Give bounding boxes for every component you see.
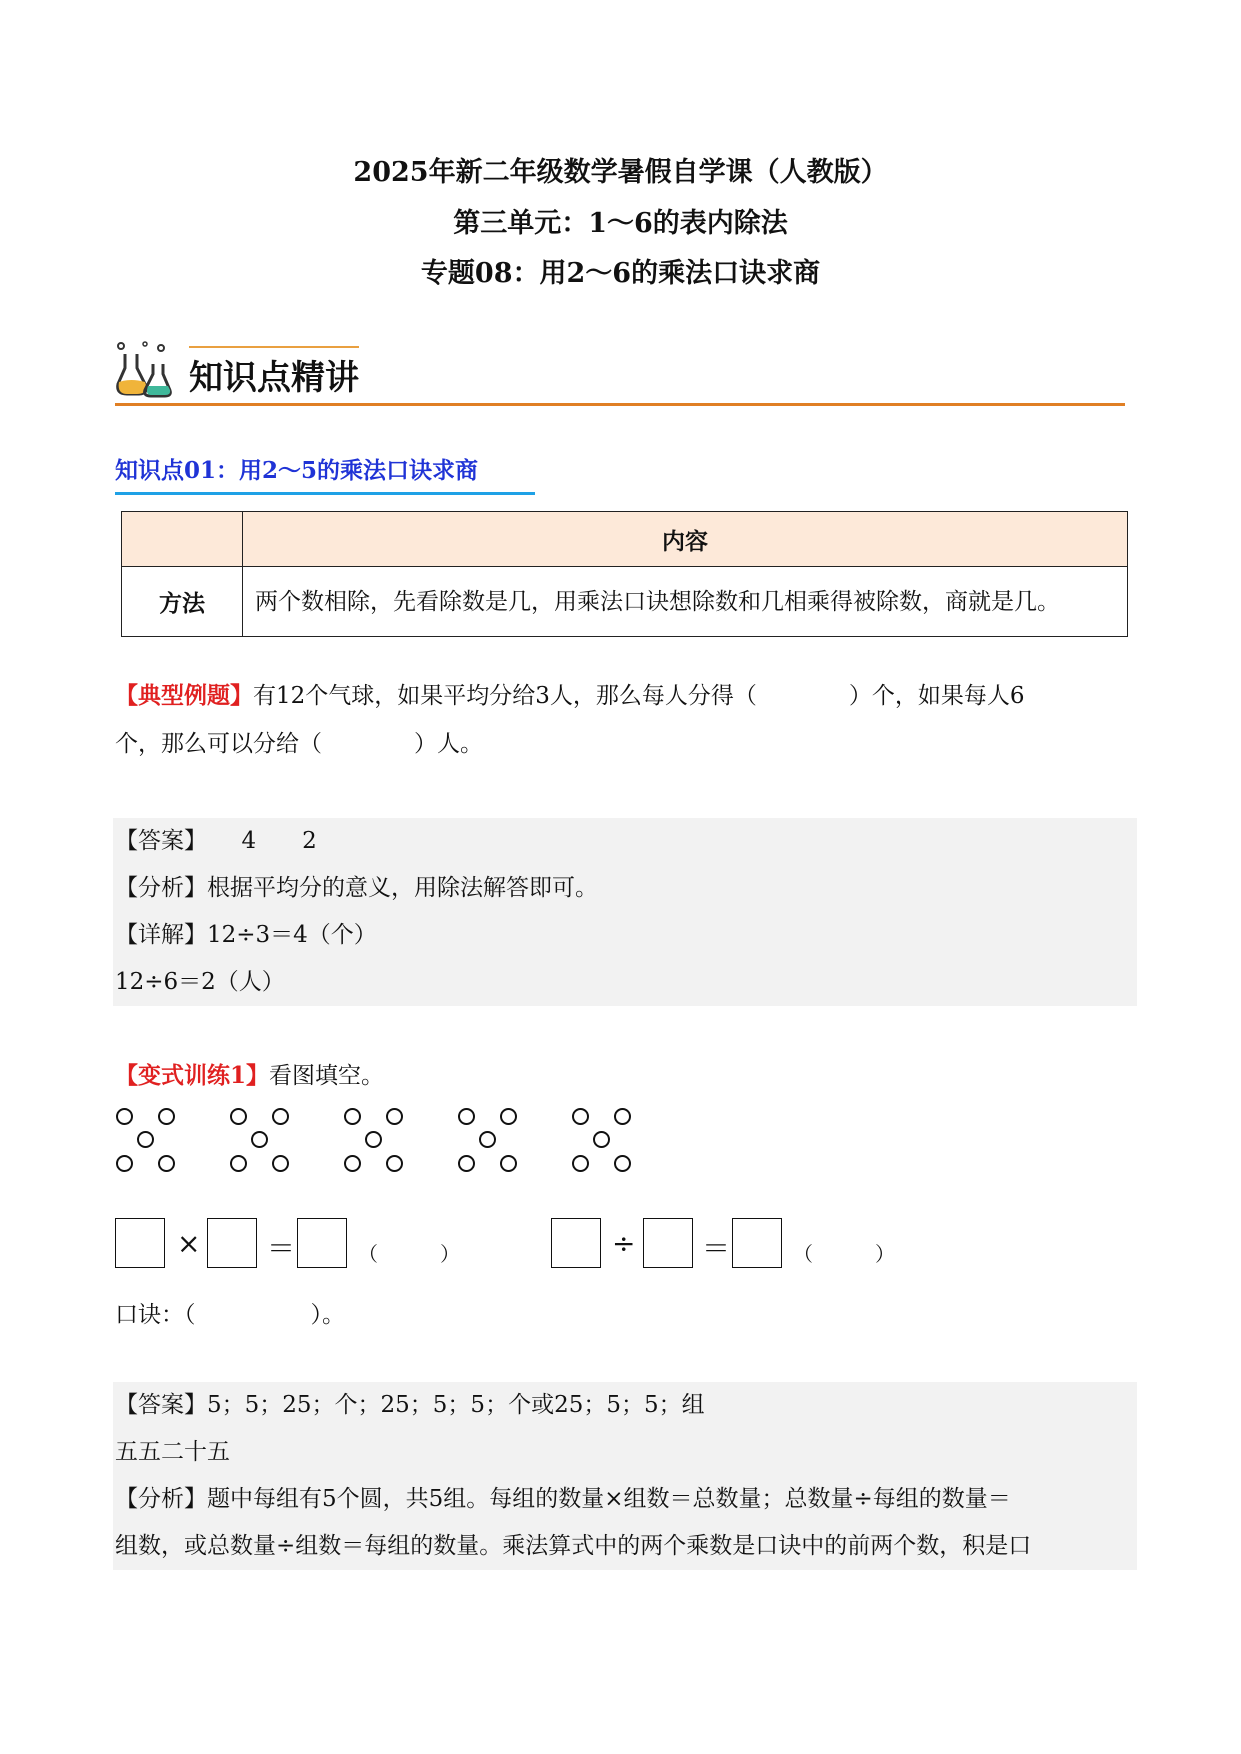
answer-box-factor1[interactable] [115, 1218, 165, 1268]
example-detail-2: 12÷6＝2（人） [115, 969, 285, 995]
circle [137, 1131, 154, 1148]
circle [230, 1155, 247, 1172]
circle [593, 1131, 610, 1148]
equals-sign: ＝ [267, 1232, 296, 1265]
variant-tag: 【变式训练1】 [115, 1062, 270, 1089]
circle [230, 1108, 247, 1125]
circle [458, 1108, 475, 1125]
circle [365, 1131, 382, 1148]
knowledge-point-title: 知识点01：用2～5的乘法口诀求商 [115, 457, 479, 484]
variant-answer: 【答案】5；5；25；个；25；5；5；个或25；5；5；组 [115, 1392, 705, 1418]
table-row-label: 方法 [122, 567, 243, 637]
knowledge-table [121, 511, 1128, 637]
section-title: 知识点精讲 [189, 358, 359, 398]
example-line1: 有12个气球，如果平均分给3人，那么每人分得（ ）个，如果每人6 [253, 683, 1025, 709]
variant-prompt: 看图填空。 [269, 1063, 385, 1089]
example-line2: 个，那么可以分给（ ）人。 [115, 731, 483, 757]
flask-beakers-icon [115, 340, 177, 400]
circle [386, 1108, 403, 1125]
answer-box-factor2[interactable] [207, 1218, 257, 1268]
paren-left: （ [358, 1242, 378, 1266]
circle [479, 1131, 496, 1148]
circle [500, 1108, 517, 1125]
circle [272, 1155, 289, 1172]
answer-box-quotient[interactable] [732, 1218, 782, 1268]
circle [614, 1108, 631, 1125]
circle [158, 1155, 175, 1172]
circle [116, 1108, 133, 1125]
paren-left: （ [793, 1242, 813, 1266]
table-row-text: 两个数相除，先看除数是几，用乘法口诀想除数和几相乘得被除数，商就是几。 [243, 567, 1128, 637]
circle [572, 1155, 589, 1172]
section-divider [115, 403, 1125, 406]
example-tag: 【典型例题】 [115, 682, 253, 709]
answer-box-dividend[interactable] [551, 1218, 601, 1268]
unit-title: 第三单元：1～6的表内除法 [453, 208, 788, 239]
circle [344, 1155, 361, 1172]
paren-right: ） [875, 1242, 895, 1266]
example-analysis: 【分析】根据平均分的意义，用除法解答即可。 [115, 875, 598, 901]
circle [344, 1108, 361, 1125]
answer-box-product[interactable] [297, 1218, 347, 1268]
circle [251, 1131, 268, 1148]
variant-analysis-1: 【分析】题中每组有5个圆，共5组。每组的数量×组数＝总数量；总数量÷每组的数量＝ [115, 1486, 1011, 1512]
equals-sign: ＝ [702, 1232, 731, 1265]
circle [614, 1155, 631, 1172]
paren-right: ） [440, 1242, 460, 1266]
example-question [115, 672, 1125, 768]
answer-box-divisor[interactable] [643, 1218, 693, 1268]
knowledge-point-underline [115, 492, 535, 495]
circle [386, 1155, 403, 1172]
topic-title: 专题08：用2～6的乘法口诀求商 [420, 258, 821, 289]
circle [116, 1155, 133, 1172]
variant-question [115, 1052, 1125, 1100]
document-title: 2025年新二年级数学暑假自学课（人教版） [353, 157, 888, 188]
circle [458, 1155, 475, 1172]
table-header-content: 内容 [243, 512, 1128, 567]
example-detail-1: 【详解】12÷3＝4（个） [115, 922, 377, 948]
times-sign: × [177, 1227, 201, 1260]
circle [272, 1108, 289, 1125]
circle [500, 1155, 517, 1172]
variant-mnemonic: 五五二十五 [115, 1439, 230, 1465]
circle [158, 1108, 175, 1125]
table-header-empty [122, 512, 243, 567]
divide-sign: ÷ [612, 1227, 636, 1260]
mnemonic-line: 口诀：（ ）。 [115, 1302, 345, 1328]
example-answer-box [113, 818, 1137, 1006]
example-answer: 【答案】 4 2 [115, 828, 317, 854]
circle [572, 1108, 589, 1125]
section-header [115, 340, 1125, 406]
variant-analysis-2: 组数，或总数量÷组数＝每组的数量。乘法算式中的两个乘数是口诀中的前两个数，积是口 [115, 1533, 1032, 1559]
variant-answer-box [113, 1382, 1137, 1570]
